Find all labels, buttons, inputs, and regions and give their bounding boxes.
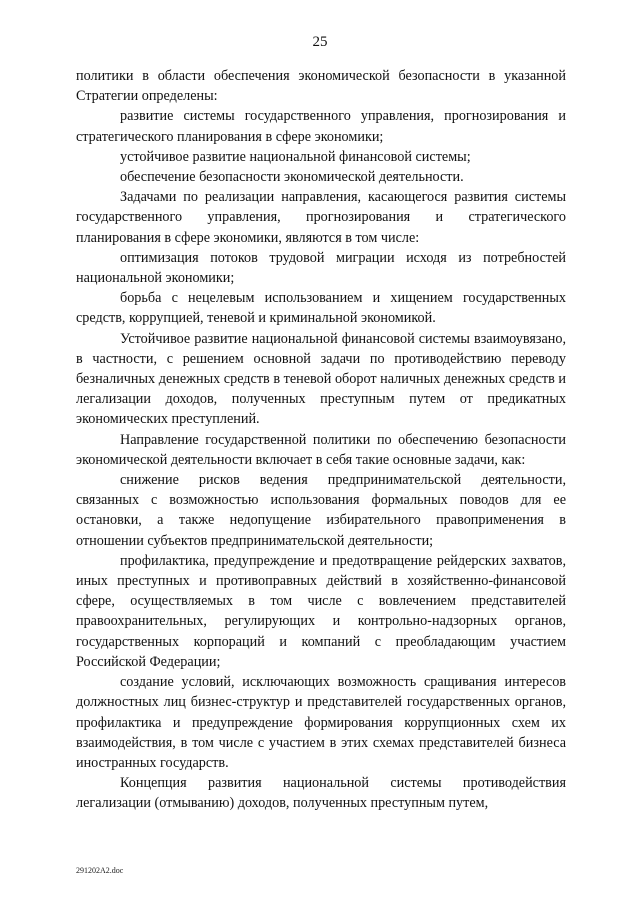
body-text	[76, 66, 566, 814]
paragraph: Направление государственной политики по обеспечению безопасности экономической деятельности включает в себя такие основные задачи, как:	[76, 431, 566, 468]
paragraph: Задачами по реализации направления, касающегося развития системы государственного управления, прогнозирования и стратегического планирования в сфере экономики, являются в том числе:	[76, 189, 566, 246]
paragraph-item: оптимизация потоков трудовой миграции исходя из потребностей национальной экономики;	[76, 249, 566, 287]
paragraph-continuation: политики в области обеспечения экономической безопасности в указанной Стратегии определены:	[76, 68, 566, 105]
paragraph-item: борьба с нецелевым использованием и хищением государственных средств, коррупцией, теневой и криминальной экономикой.	[76, 290, 566, 327]
paragraph-item: развитие системы государственного управления, прогнозирования и стратегического планирования в сфере экономики;	[76, 108, 566, 145]
document-footer: 291202A2.doc	[76, 866, 124, 875]
paragraph: Устойчивое развитие национальной финансовой системы взаимоувязано, в частности, с решением основной задачи по противодействию переводу безналичных денежных средств в теневой оборот наличных денежных средств и легализации доходов, полученных преступным путем от предикатных экономических преступлений.	[76, 330, 566, 428]
paragraph-item: устойчивое развитие национальной финансовой системы;	[120, 148, 471, 165]
paragraph-item: обеспечение безопасности экономической деятельности.	[120, 169, 464, 186]
paragraph: Концепция развития национальной системы противодействия легализации (отмыванию) доходов, полученных преступным путем,	[76, 775, 566, 812]
page-number: 25	[312, 34, 328, 50]
paragraph-item: снижение рисков ведения предпринимательской деятельности, связанных с возможностью использования формальных поводов для ее остановки, а также недопущение избирательного правоприменения в отношении субъектов предпринимательской деятельности;	[76, 472, 566, 549]
paragraph-item: профилактика, предупреждение и предотвращение рейдерских захватов, иных преступных и противоправных действий в хозяйственно-финансовой сфере, осуществляемых в том числе с вовлечением представителей правоохранительных, регулирующих и контрольно-надзорных органов, государственных корпораций и компаний с преобладающим участием Российской Федерации;	[76, 552, 566, 670]
paragraph-item: создание условий, исключающих возможность сращивания интересов должностных лиц бизнес-структур и представителей государственных органов, профилактика и предупреждение формирования коррупционных схем их взаимодействия, в том числе с участием в этих схемах представителей бизнеса иностранных государств.	[76, 674, 566, 771]
